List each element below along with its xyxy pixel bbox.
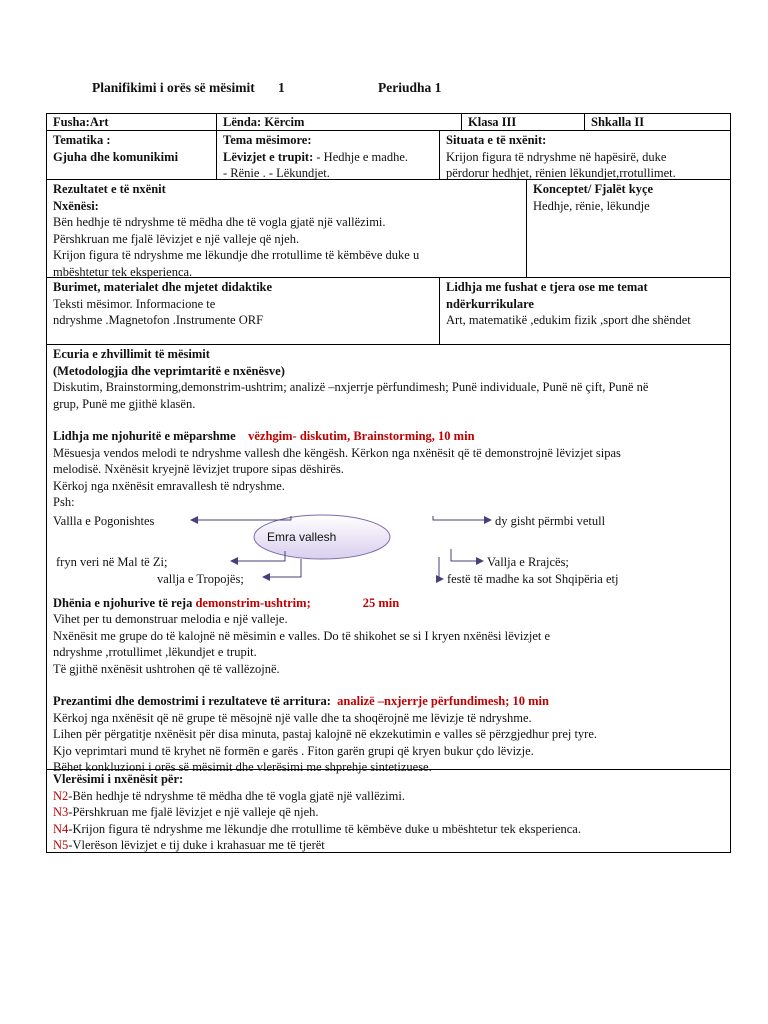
tema-cell bbox=[216, 130, 440, 180]
konceptet-label: Konceptet/ Fjalët kyçe bbox=[533, 182, 654, 196]
left-top-label: Vallla e Pogonishtes bbox=[53, 513, 155, 528]
rezultat-line: Bën hedhje të ndryshme të mëdha dhe të vogla gjatë një vallëzimi. bbox=[53, 215, 386, 229]
page-header bbox=[0, 80, 768, 100]
nxenesi-label: Nxënësi: bbox=[53, 198, 99, 213]
dhenia-line: Vihet per tu demonstruar melodia e një valleje. bbox=[53, 612, 288, 626]
lidhja-fushat-cell bbox=[439, 277, 731, 345]
tematika-label: Tematika : bbox=[53, 133, 111, 147]
vleresimi-code: N2 bbox=[53, 788, 69, 803]
rezultat-line: Krijon figura të ndryshme me lëkundje dhe rrotullime të këmbëve duke u bbox=[53, 248, 420, 262]
emra-vallesh-diagram bbox=[53, 511, 725, 595]
dhenia-time: 25 min bbox=[362, 595, 400, 610]
lidhja-line: Psh: bbox=[53, 495, 75, 509]
vleresimi-code: N5 bbox=[53, 838, 69, 852]
vleresimi-cell bbox=[46, 769, 731, 853]
burimet-line-1: Teksti mësimor. Informacione te bbox=[53, 296, 216, 311]
situata-line-1: Krijon figura të ndryshme në hapësirë, duke bbox=[446, 149, 667, 164]
tematika-cell bbox=[46, 130, 217, 180]
center-label: Emra vallesh bbox=[267, 529, 337, 544]
vleresimi-code: N4 bbox=[53, 821, 69, 836]
dhenia-method: demonstrim-ushtrim; bbox=[195, 595, 311, 610]
lidhja-label-1: Lidhja me fushat e tjera ose me temat bbox=[446, 280, 648, 294]
arrow-right-bottom bbox=[439, 557, 443, 579]
methods-line-1: Diskutim, Brainstorming,demonstrim-ushtrim; analizë –nxjerrje përfundimesh; Punë individuale, Punë në çift, Punë në bbox=[53, 380, 649, 394]
right-mid-label: Vallja e Rrajcës; bbox=[487, 554, 569, 569]
lidhja-line: melodisë. Nxënësit kryejnë lëvizjet trupore sipas dëshirës. bbox=[53, 462, 344, 476]
vleresimi-text: -Krijon figura të ndryshme me lëkundje dhe rrotullime të këmbëve duke u mbështetur tek eksperienca. bbox=[68, 821, 581, 836]
rezultatet-cell bbox=[46, 179, 527, 278]
rezultat-line: mbështetur tek eksperienca. bbox=[53, 264, 193, 279]
plan-title: Planifikimi i orës së mësimit bbox=[92, 80, 255, 95]
konceptet-value: Hedhje, rënie, lëkundje bbox=[533, 198, 650, 213]
vleresimi-text: -Vlerëson lëvizjet e tij duke i krahasuar me të tjerët bbox=[68, 838, 325, 852]
tema-label: Tema mësimore: bbox=[223, 133, 312, 147]
tematika-value: Gjuha dhe komunikimi bbox=[53, 149, 179, 164]
lesson-number: 1 bbox=[278, 80, 285, 95]
lenda-cell: Lënda: Kërcim bbox=[216, 113, 462, 131]
dhenia-line: Nxënësit me grupe do të kalojnë në mësimin e valles. Do të shikohet se si I kryen nxënësi lëvizjet e bbox=[53, 628, 551, 643]
arrow-right-mid bbox=[451, 549, 483, 561]
situata-line-2: përdorur hedhjet, rënien lëkundjet,rrotullimet. bbox=[446, 166, 676, 180]
tema-line-1: - Hedhje e madhe. bbox=[313, 149, 409, 164]
burimet-cell bbox=[46, 277, 440, 345]
left-mid-label: fryn veri në Mal të Zi; bbox=[56, 554, 168, 569]
lesson-plan-table bbox=[46, 113, 731, 853]
rezultatet-label: Rezultatet e të nxënit bbox=[53, 182, 166, 196]
prezantimi-line: Kërkoj nga nxënësit që në grupe të mësojnë një valle dhe ta shoqërojnë me lëvizje të ndryshme. bbox=[53, 710, 532, 725]
tema-line-2: - Rënie . - Lëkundjet. bbox=[223, 166, 330, 180]
lidhja-method: vëzhgim- diskutim, Brainstorming, 10 min bbox=[248, 429, 475, 443]
left-bottom-label: vallja e Tropojës; bbox=[157, 571, 244, 586]
fusha-cell: Fusha:Art bbox=[46, 113, 217, 131]
right-top-label: dy gisht përmbi vetull bbox=[495, 513, 606, 528]
period-label: Periudha 1 bbox=[378, 80, 442, 95]
shkalla-cell: Shkalla II bbox=[584, 113, 731, 131]
arrow-left-top bbox=[191, 516, 291, 520]
prezantimi-line: Kjo veprimtari mund të kryhet në formën e garës . Fiton garën grupi që kryen bukur çdo lëvizje. bbox=[53, 743, 534, 758]
tema-sub-label: Lëvizjet e trupit: bbox=[223, 149, 314, 164]
prezantimi-line: Lihen për përgatitje nxënësit për disa minuta, pastaj kalojnë në ekzekutimin e valles së përzgjedhur prej tyre. bbox=[53, 727, 598, 741]
lidhja-line: Kërkoj nga nxënësit emravallesh të ndryshme. bbox=[53, 478, 285, 493]
vleresimi-text: -Bën hedhje të ndryshme të mëdha dhe të vogla gjatë një vallëzimi. bbox=[68, 788, 405, 803]
burimet-label: Burimet, materialet dhe mjetet didaktike bbox=[53, 280, 273, 294]
lidhja-label-2: ndërkurrikulare bbox=[446, 296, 534, 311]
arrow-right-top bbox=[433, 516, 491, 520]
ecuria-title: Ecuria e zhvillimit të mësimit bbox=[53, 347, 210, 361]
situata-cell bbox=[439, 130, 731, 180]
klasa-cell: Klasa III bbox=[461, 113, 585, 131]
lidhja-title: Lidhja me njohuritë e mëparshme bbox=[53, 429, 236, 443]
dhenia-line: Të gjithë nxënësit ushtrohen që të vallëzojnë. bbox=[53, 661, 280, 676]
lidhja-line: Mësuesja vendos melodi te ndryshme vallesh dhe këngësh. Kërkon nga nxënësit që të demonstrojnë lëvizjet sipas bbox=[53, 445, 621, 460]
lidhja-value: Art, matematikë ,edukim fizik ,sport dhe shëndet bbox=[446, 313, 691, 327]
dhenia-title: Dhënia e njohurive të reja bbox=[53, 595, 193, 610]
vleresimi-title: Vlerësimi i nxënësit për: bbox=[53, 772, 184, 786]
prezantimi-line: Bëhet konkluzioni i orës së mësimit dhe vlerësimi me shprehje sintetizuese. bbox=[53, 760, 432, 774]
vleresimi-code: N3 bbox=[53, 805, 69, 819]
konceptet-cell bbox=[526, 179, 731, 278]
ecuria-cell bbox=[46, 344, 731, 774]
rezultat-line: Përshkruan me fjalë lëvizjet e një valleje që njeh. bbox=[53, 231, 300, 246]
prezantimi-method: analizë –nxjerrje përfundimesh; 10 min bbox=[337, 694, 549, 708]
arrow-left-bottom bbox=[263, 559, 301, 577]
prezantimi-title: Prezantimi dhe demostrimi i rezultateve të arritura: bbox=[53, 694, 331, 708]
dhenia-line: ndryshme ,rrotullimet ,lëkundjet e trupit. bbox=[53, 645, 257, 659]
vleresimi-text: -Përshkruan me fjalë lëvizjet e një valleje që njeh. bbox=[68, 805, 319, 819]
burimet-line-2: ndryshme .Magnetofon .Instrumente ORF bbox=[53, 313, 264, 327]
methods-line-2: grup, Punë me gjithë klasën. bbox=[53, 396, 196, 411]
right-bottom-label: festë të madhe ka sot Shqipëria etj bbox=[447, 571, 619, 586]
ecuria-subtitle: (Metodologjia dhe veprimtaritë e nxënësve) bbox=[53, 363, 285, 378]
situata-label: Situata e të nxënit: bbox=[446, 133, 547, 147]
